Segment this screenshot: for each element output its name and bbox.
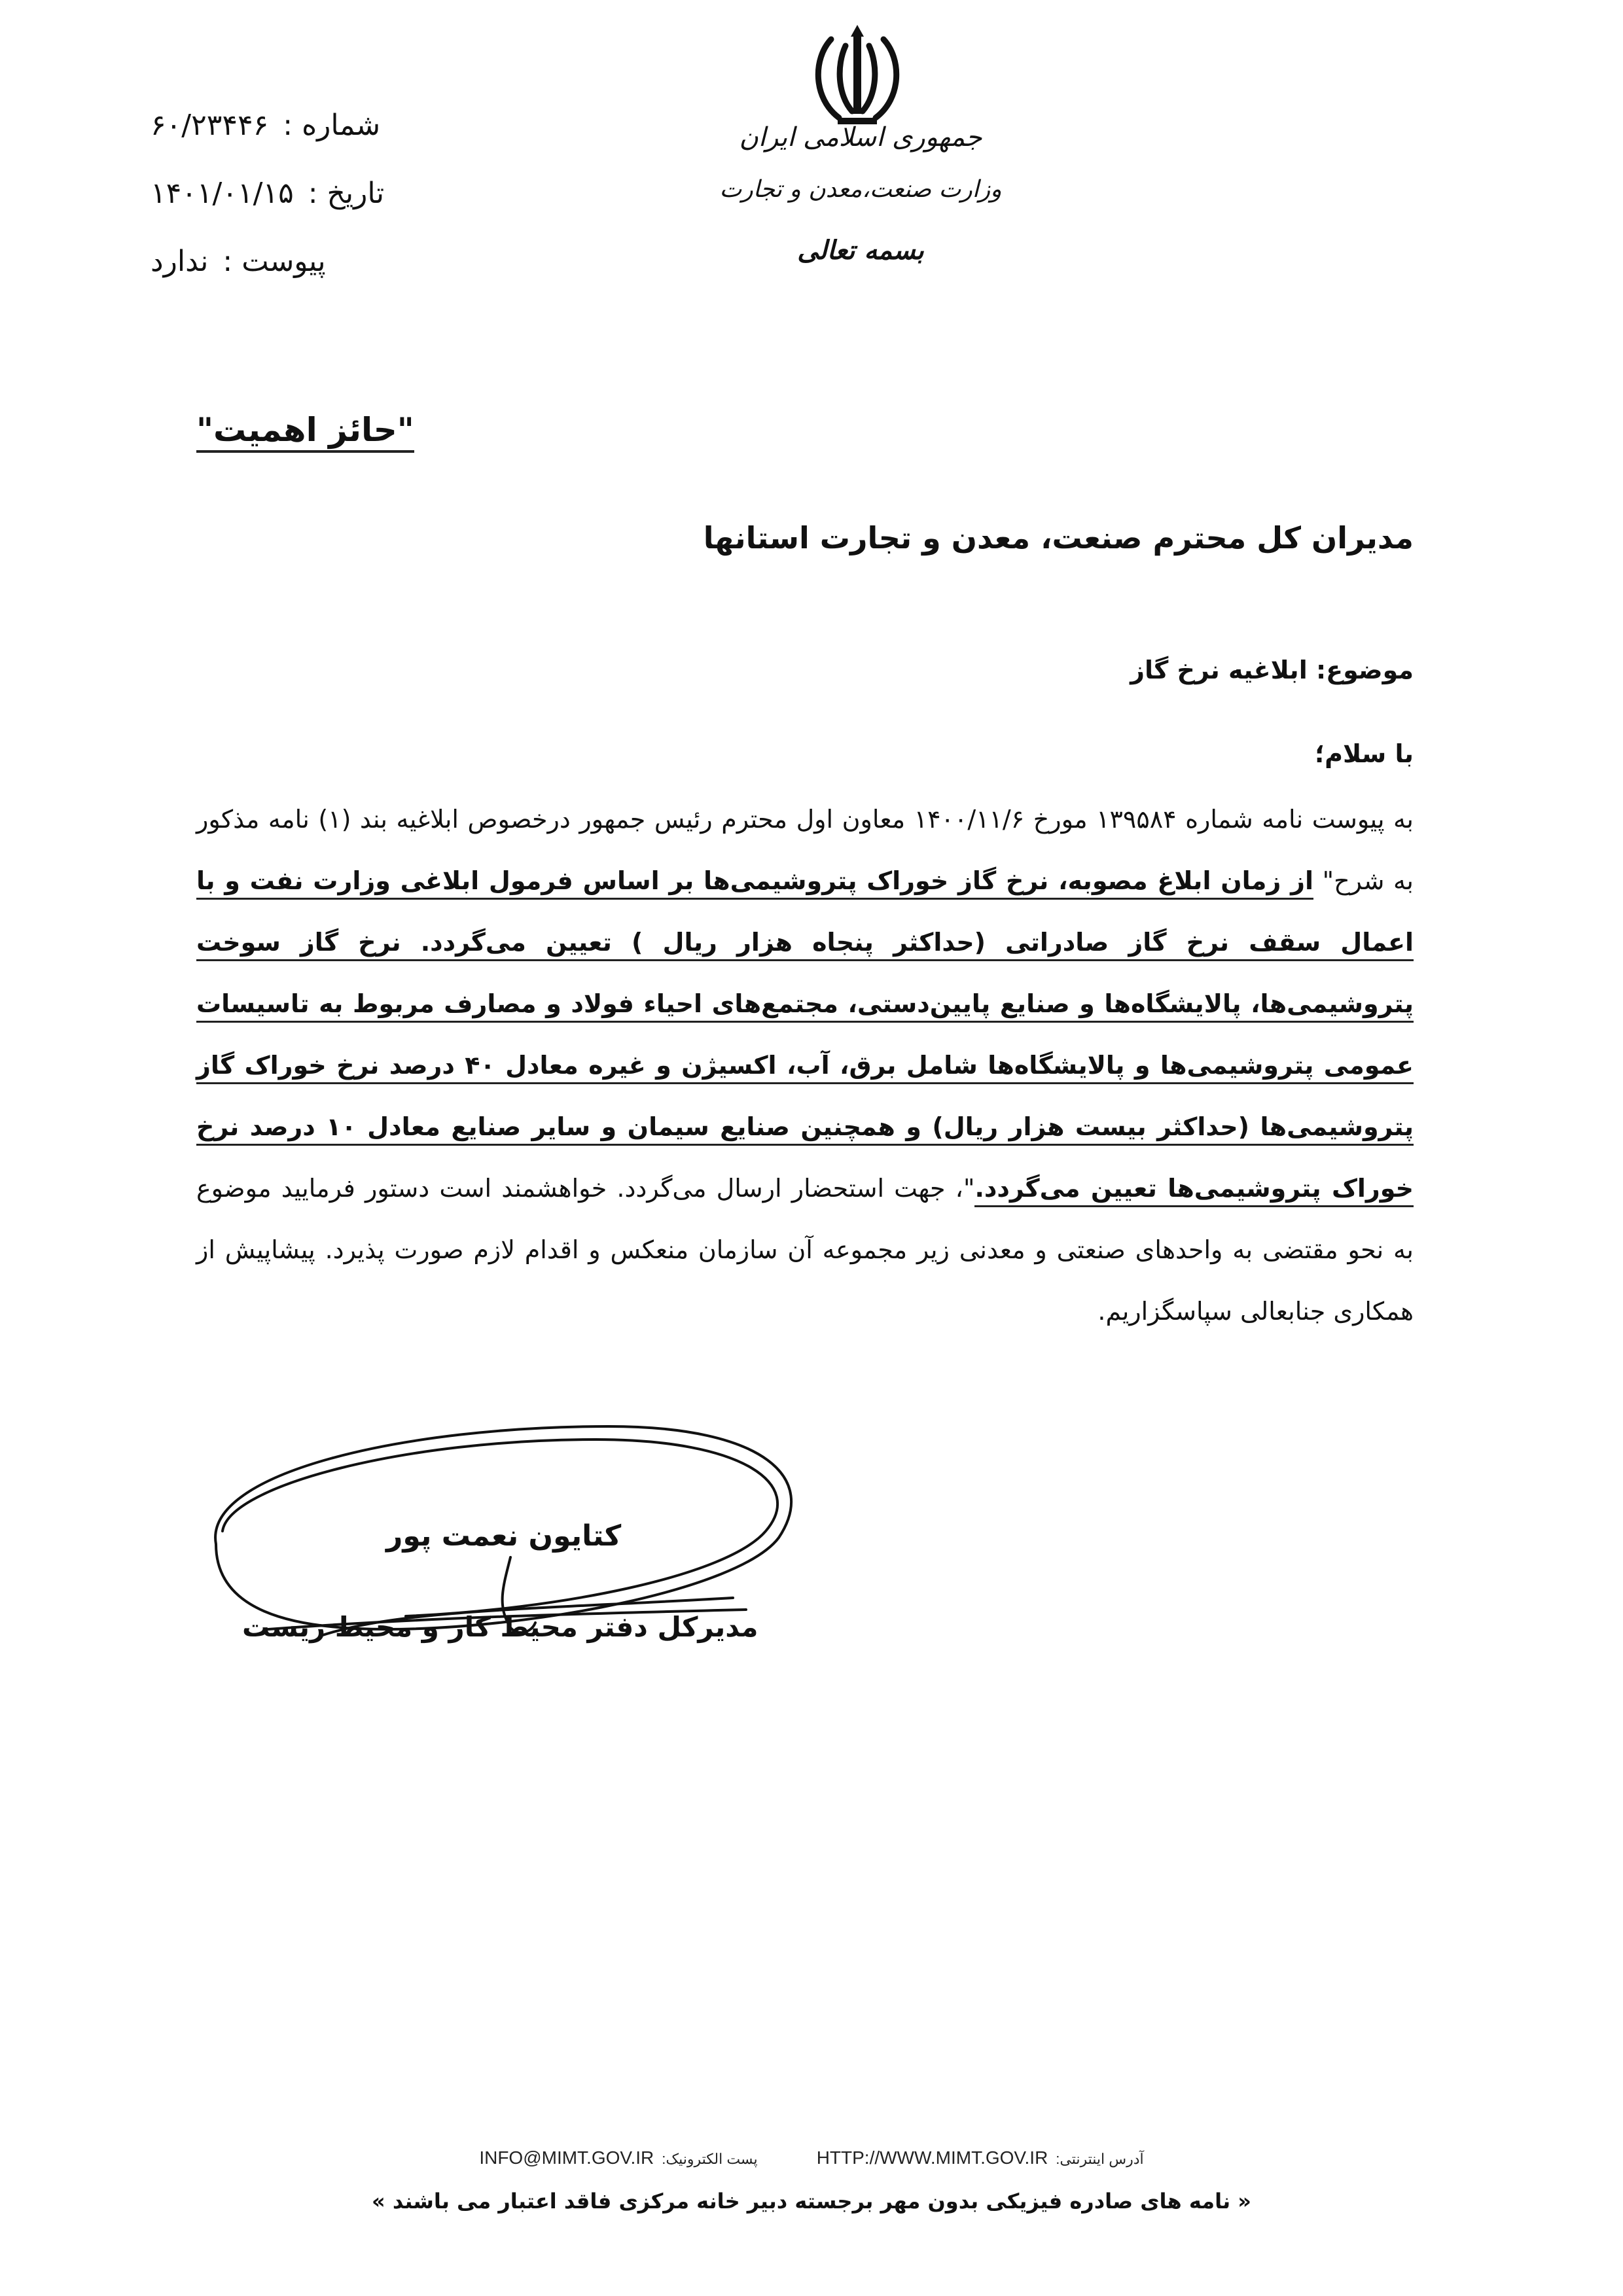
footer-contact: [0, 2147, 1623, 2168]
republic-title: جمهوری اسلامی ایران: [739, 122, 982, 152]
signatory-title: مدیرکل دفتر محیط کار و محیط زیست: [242, 1611, 758, 1643]
body-intro: به پیوست نامه شماره ۱۳۹۵۸۴ مورخ ۱۴۰۰/۱۱/۶ معاون اول محترم رئیس جمهور درخصوص ابلاغیه بند (۱) نامه مذکور به شرح": [196, 805, 1414, 895]
body-closing: "، جهت استحضار ارسال می‌گردد. خواهشمند است دستور فرمایید موضوع به نحو مقتضی به واحدهای صنعتی و معدنی زیر مجموعه آن سازمان منعکس و اقدام لازم صورت پذیرد. پیشاپیش از همکاری جنابعالی سپاسگزاریم.: [196, 1174, 1414, 1326]
importance-text: "حائز اهمیت": [196, 411, 414, 453]
letter-attachment-value: ندارد: [151, 245, 209, 278]
ministry-header: [707, 115, 1014, 281]
footer-email-group: [479, 2147, 757, 2168]
letter-date-row: [151, 160, 517, 228]
footer-note: « نامه های صادره فیزیکی بدون مهر برجسته دبیر خانه مرکزی فاقد اعتبار می باشند »: [372, 2189, 1251, 2214]
ministry-title: وزارت صنعت،معدن و تجارت: [719, 176, 1002, 203]
body-quote: از زمان ابلاغ مصوبه، نرخ گاز خوراک پتروشیمی‌ها بر اساس فرمول ابلاغی وزارت نفت و با اعمال سقف نرخ گاز صادراتی (حداکثر پنجاه هزار ریال ) تعیین می‌گردد. نرخ گاز سوخت پتروشیمی‌ها، پالایشگاه‌ها و صنایع پایین‌دستی، مجتمع‌های احیاء فولاد و مصارف مربوط به تاسیسات عمومی پتروشیمی‌ها و پالایشگاه‌ها شامل برق، آب، اکسیژن و غیره معادل ۴۰ درصد نرخ خوراک گاز پتروشیمی‌ها (حداکثر بیست هزار ریال) و همچنین صنایع سیمان و سایر صنایع معادل ۱۰ درصد نرخ خوراک پتروشیمی‌ها تعیین می‌گردد.: [196, 866, 1414, 1207]
addressee: مدیران کل محترم صنعت، معدن و تجارت استانها: [703, 520, 1414, 556]
footer-email: INFO@MIMT.GOV.IR: [479, 2147, 654, 2168]
importance-note: [196, 411, 414, 449]
letter-body: [196, 788, 1414, 1342]
footer-website: HTTP://WWW.MIMT.GOV.IR: [816, 2147, 1048, 2168]
letter-date-value: ۱۴۰۱/۰۱/۱۵: [151, 177, 294, 210]
letter-number-row: [151, 92, 517, 160]
invocation: بسمه تعالی: [797, 235, 924, 266]
footer-website-group: [817, 2147, 1144, 2168]
letter-meta: [151, 92, 517, 296]
subject-line: موضوع: ابلاغیه نرخ گاز: [1130, 656, 1414, 684]
letter-date-label: تاریخ :: [308, 177, 385, 210]
footer-email-label: پست الکترونیک:: [662, 2151, 758, 2167]
signatory-name: کتایون نعمت پور: [386, 1519, 622, 1553]
letter-number-label: شماره :: [283, 109, 381, 142]
letter-number-value: ۶۰/۲۳۴۴۶: [151, 109, 269, 142]
greeting: با سلام؛: [1314, 739, 1414, 768]
letter-attachment-row: [151, 228, 517, 296]
letter-attachment-label: پیوست :: [223, 245, 326, 278]
footer-website-label: آدرس اینترنتی:: [1056, 2151, 1144, 2167]
